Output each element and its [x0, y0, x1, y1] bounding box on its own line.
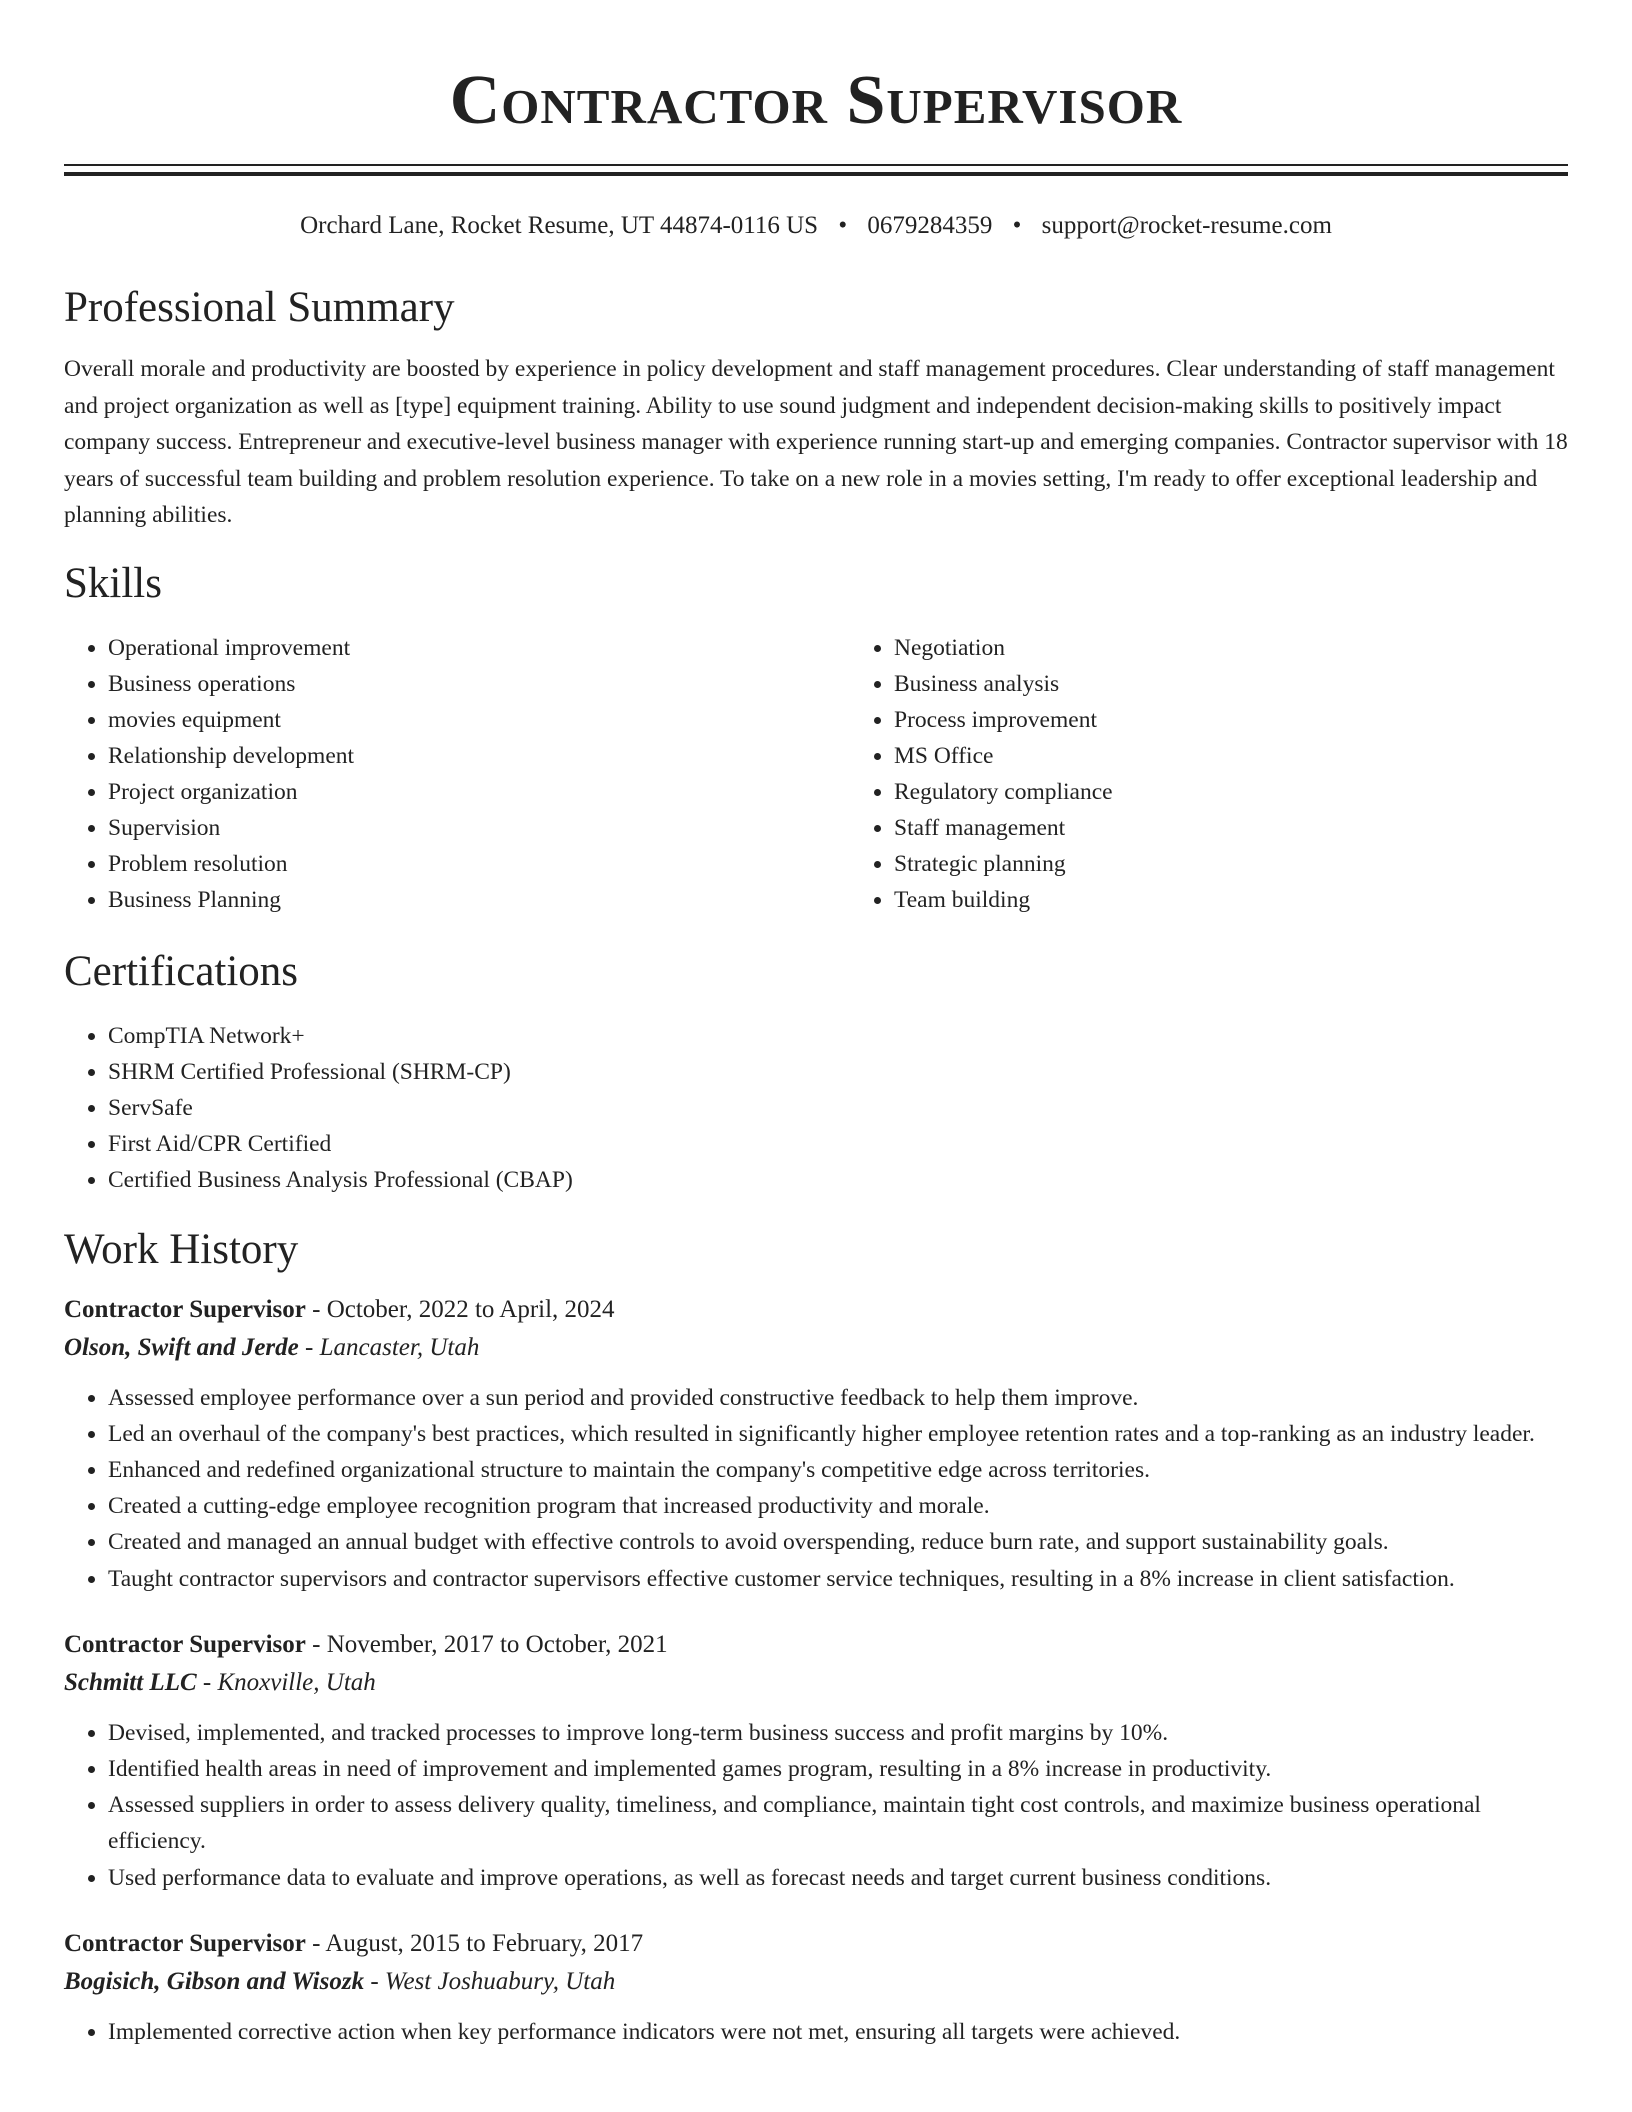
certification-item: • Certified Business Analysis Professional (CBAP) [108, 1162, 1568, 1198]
contact-address: Orchard Lane, Rocket Resume, UT 44874-0116 US [300, 212, 819, 239]
job-company: Olson, Swift and Jerde [64, 1333, 299, 1361]
job-company-line [64, 1663, 1568, 1703]
skill-item: • Supervision [108, 810, 850, 846]
certification-item: • ServSafe [108, 1090, 1568, 1126]
section-heading-skills: Skills [64, 559, 162, 607]
job-entry [64, 1292, 1568, 1597]
job-bullet: • Created a cutting-edge employee recognition program that increased productivity and morale. [108, 1488, 1568, 1524]
job-bullet: • Identified health areas in need of improvement and implemented games program, resulting in a 8% increase in productivity. [108, 1751, 1568, 1787]
skill-item: • Team building [894, 882, 1632, 918]
job-dates: - August, 2015 to February, 2017 [305, 1929, 644, 1957]
skills-section [64, 558, 1568, 918]
job-bullet: • Enhanced and redefined organizational structure to maintain the company's competitive edge across territories. [108, 1452, 1568, 1488]
skill-item: • Process improvement [894, 702, 1632, 738]
summary-text: Overall morale and productivity are boosted by experience in policy development and staff management procedures. Clear understanding of staff management and project organization as well as [type] equipment training. Ability to use sound judgment and independent decision-making skills to positively impact company success. Entrepreneur and executive-level business manager with experience running start-up and emerging companies. Contractor supervisor with 18 years of successful team building and problem resolution experience. To take on a new role in a movies setting, I'm ready to offer exceptional leadership and planning abilities. [64, 356, 1568, 528]
skill-item: • Relationship development [108, 738, 850, 774]
skill-item: • Project organization [108, 774, 850, 810]
contact-phone: 0679284359 [867, 212, 993, 239]
job-bullet: • Assessed employee performance over a sun period and provided constructive feedback to help them improve. [108, 1380, 1568, 1416]
job-dates: - October, 2022 to April, 2024 [305, 1295, 615, 1323]
skill-item: • Business analysis [894, 666, 1632, 702]
job-bullet: • Taught contractor supervisors and contractor supervisors effective customer service techniques, resulting in a 8% increase in client satisfaction. [108, 1561, 1568, 1597]
contact-line [64, 210, 1568, 242]
job-title: Contractor Supervisor [64, 1295, 306, 1323]
job-title: Contractor Supervisor [64, 1630, 306, 1658]
certification-item: • SHRM Certified Professional (SHRM-CP) [108, 1054, 1568, 1090]
job-company-line [64, 1962, 1568, 2002]
job-bullet: • Led an overhaul of the company's best practices, which resulted in significantly higher employee retention rates and a top-ranking as an industry leader. [108, 1416, 1568, 1452]
skill-item: • MS Office [894, 738, 1632, 774]
job-location: - Lancaster, Utah [298, 1333, 480, 1361]
job-bullet-list [64, 2014, 1568, 2050]
skill-item: • Regulatory compliance [894, 774, 1632, 810]
skill-item: • Business Planning [108, 882, 850, 918]
certification-item: • First Aid/CPR Certified [108, 1126, 1568, 1162]
contact-separator: • [1012, 212, 1022, 239]
skills-list-left [64, 630, 850, 918]
job-header [64, 1926, 1568, 1962]
job-location: - West Joshuabury, Utah [364, 1967, 616, 1995]
title-divider-thin [64, 164, 1568, 166]
job-location: - Knoxville, Utah [196, 1668, 376, 1696]
certifications-list [64, 1018, 1568, 1198]
section-heading-work-history: Work History [64, 1225, 299, 1273]
contact-email: support@rocket-resume.com [1041, 212, 1332, 239]
job-bullet: • Implemented corrective action when key performance indicators were not met, ensuring all targets were achieved. [108, 2014, 1568, 2050]
skill-item: • movies equipment [108, 702, 850, 738]
contact-separator: • [838, 212, 848, 239]
job-bullet: • Devised, implemented, and tracked processes to improve long-term business success and profit margins by 10%. [108, 1715, 1568, 1751]
resume-page [64, 0, 1568, 2050]
job-bullet: • Assessed suppliers in order to assess delivery quality, timeliness, and compliance, maintain tight cost controls, and maximize business operational efficiency. [108, 1787, 1568, 1859]
skills-columns [64, 630, 1568, 918]
job-bullet: • Used performance data to evaluate and improve operations, as well as forecast needs and target current business conditions. [108, 1860, 1568, 1896]
skill-item: • Strategic planning [894, 846, 1632, 882]
skills-list-right [850, 630, 1632, 918]
job-header [64, 1627, 1568, 1663]
skill-item: • Operational improvement [108, 630, 850, 666]
professional-summary-section [64, 282, 1568, 534]
job-company: Bogisich, Gibson and Wisozk [64, 1967, 365, 1995]
job-entry [64, 1926, 1568, 2050]
job-title: Contractor Supervisor [64, 1929, 306, 1957]
skill-item: • Negotiation [894, 630, 1632, 666]
resume-title: Contractor Supervisor [449, 62, 1183, 139]
section-heading-summary: Professional Summary [64, 284, 455, 331]
skill-item: • Problem resolution [108, 846, 850, 882]
section-heading-certifications: Certifications [64, 947, 299, 995]
job-dates: - November, 2017 to October, 2021 [305, 1630, 668, 1658]
job-bullet-list [64, 1715, 1568, 1896]
job-bullet-list [64, 1380, 1568, 1597]
work-history-section [64, 1224, 1568, 2050]
job-header [64, 1292, 1568, 1328]
certification-item: • CompTIA Network+ [108, 1018, 1568, 1054]
title-divider-thick [64, 172, 1568, 176]
job-entry [64, 1627, 1568, 1896]
skill-item: • Business operations [108, 666, 850, 702]
job-company-line [64, 1328, 1568, 1368]
skill-item: • Staff management [894, 810, 1632, 846]
job-bullet: • Created and managed an annual budget with effective controls to avoid overspending, reduce burn rate, and support sustainability goals. [108, 1524, 1568, 1560]
certifications-section [64, 946, 1568, 1198]
job-company: Schmitt LLC [64, 1668, 197, 1696]
